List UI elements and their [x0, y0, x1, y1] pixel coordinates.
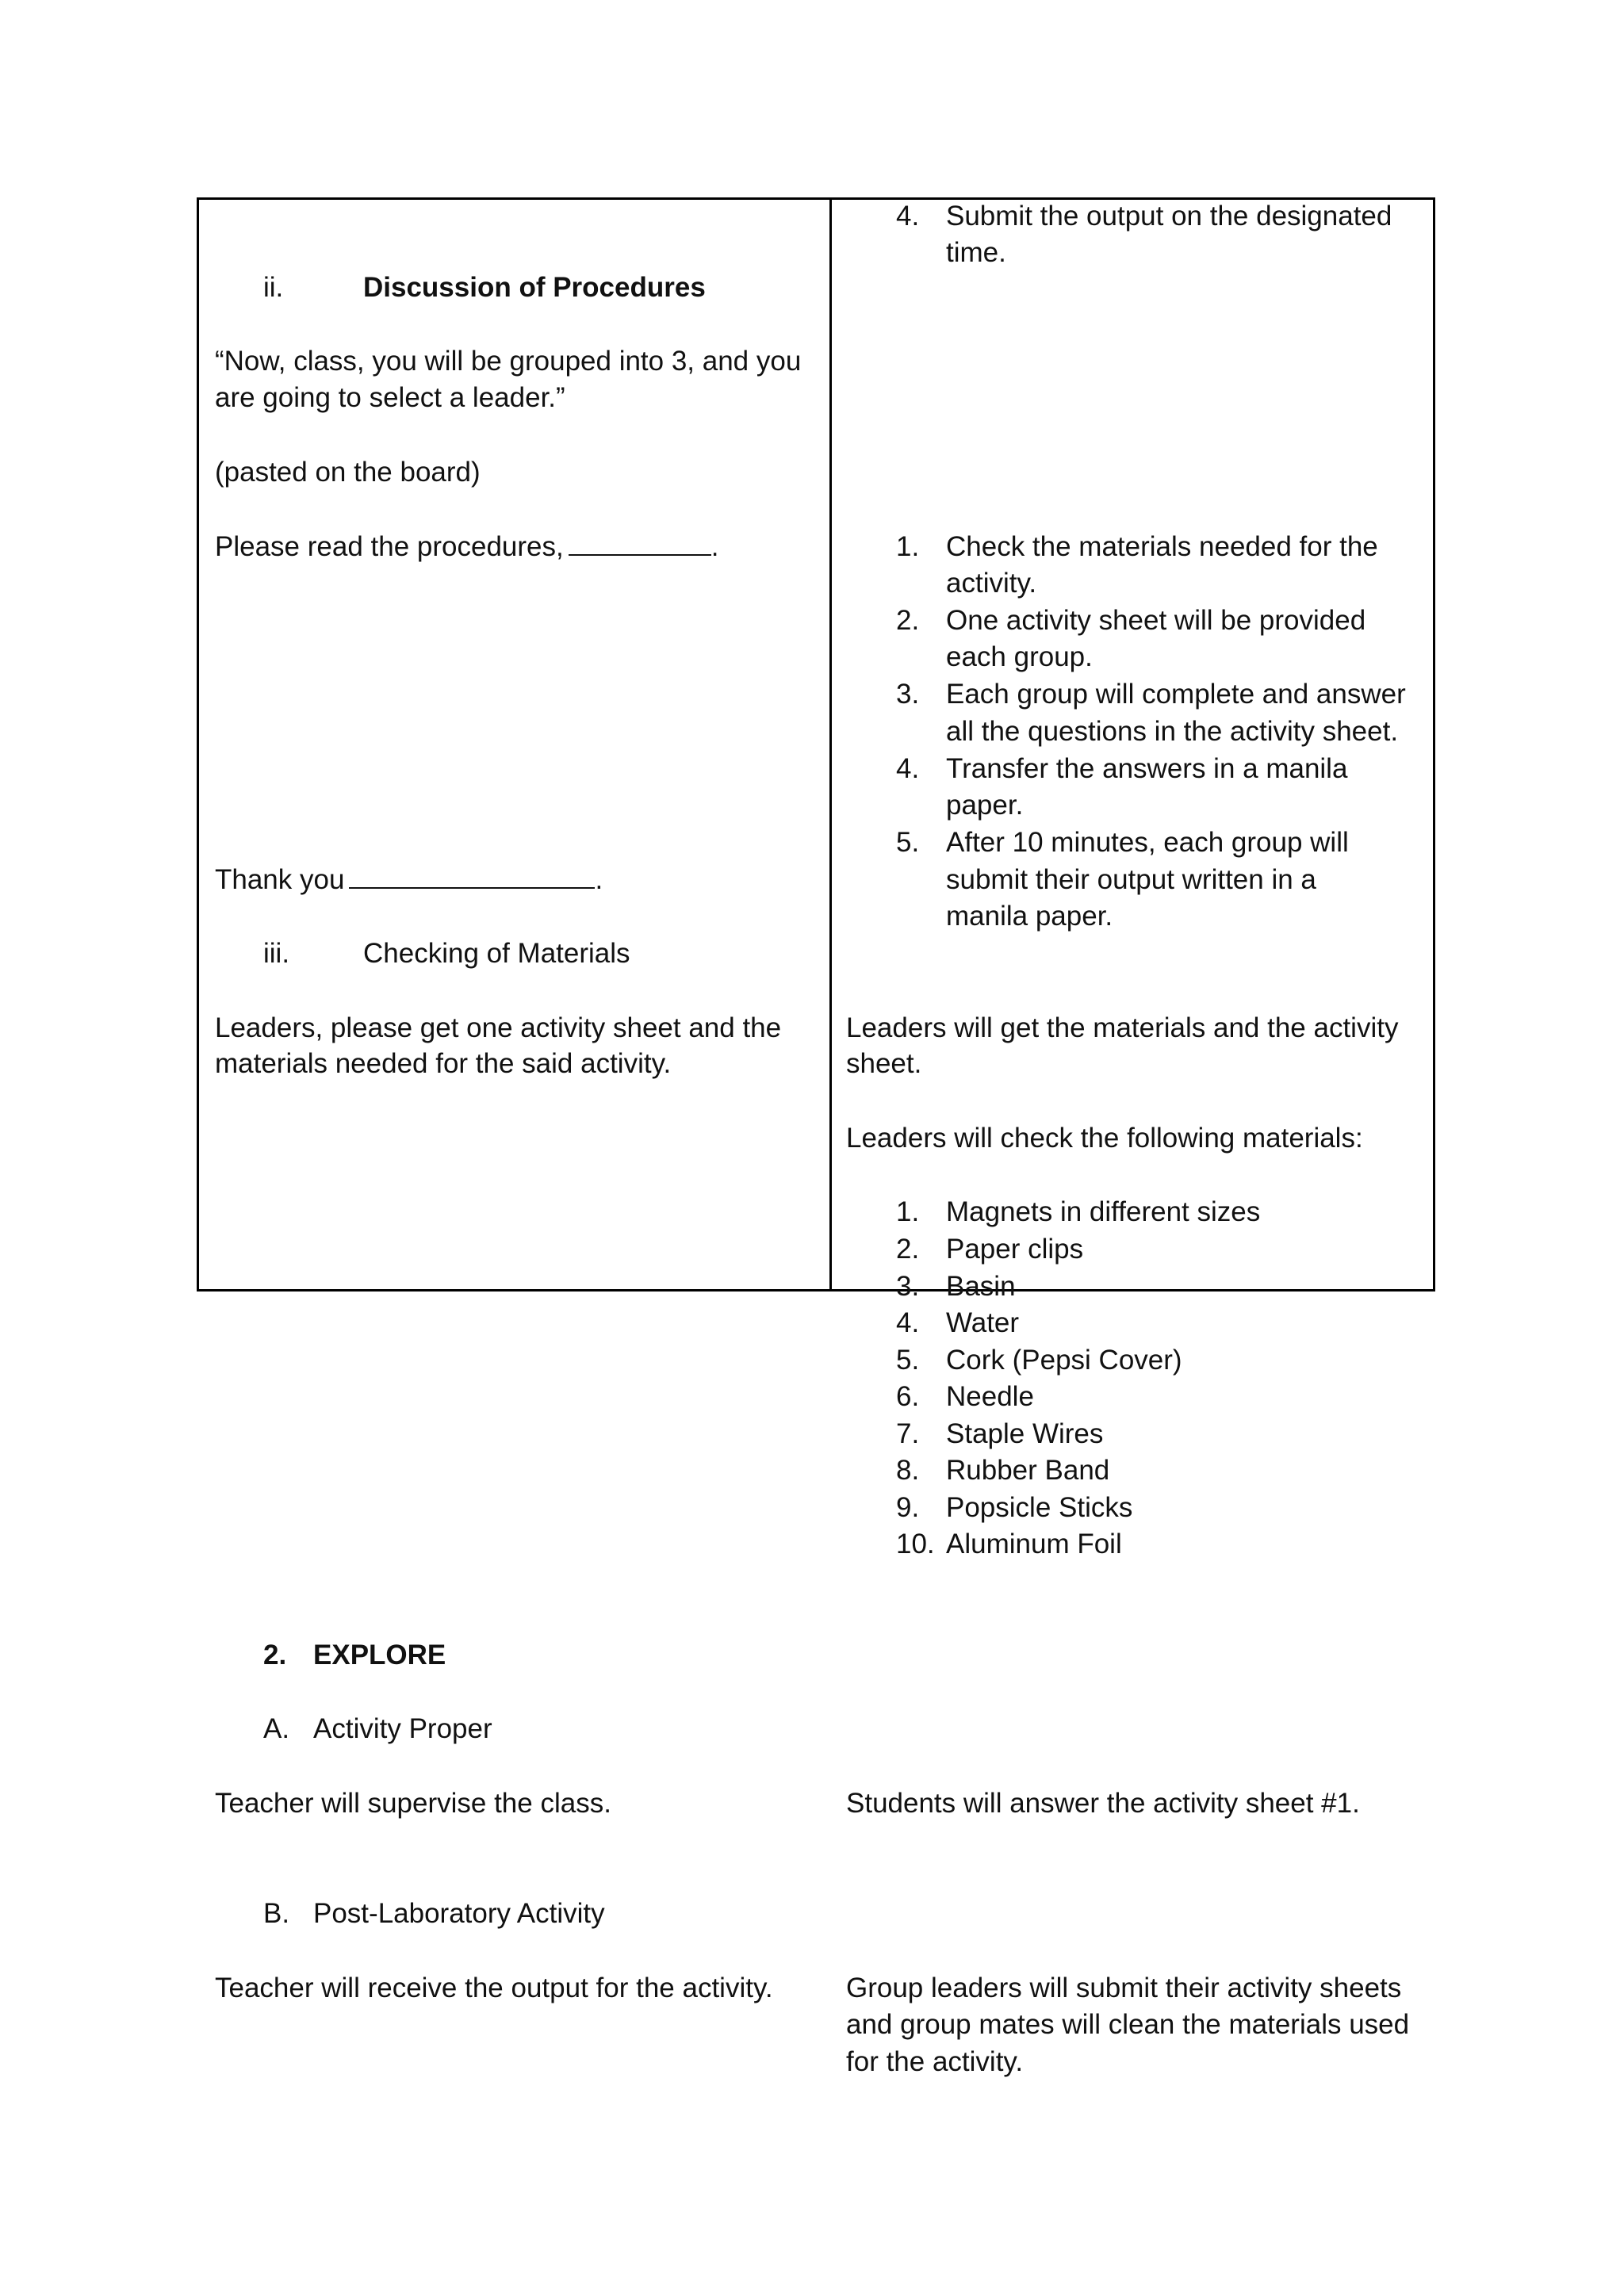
- procedure-number: 5.: [896, 827, 920, 858]
- top-item-number: 4.: [896, 201, 920, 232]
- top-item-line-2: time.: [946, 237, 1006, 268]
- name-blank: [349, 862, 595, 889]
- material-item: Water: [946, 1307, 1020, 1338]
- checking-heading: Checking of Materials: [363, 938, 630, 969]
- checking-numeral: iii.: [263, 938, 290, 969]
- activity-letter: A.: [263, 1713, 290, 1744]
- leaders-check: Leaders will check the following materials:: [846, 1123, 1363, 1154]
- procedure-number: 3.: [896, 679, 920, 710]
- read-prompt-text: Please read the procedures,: [215, 531, 564, 562]
- material-item: Staple Wires: [946, 1418, 1104, 1449]
- thank-you-text: Thank you: [215, 864, 345, 895]
- pasted-note: (pasted on the board): [215, 457, 481, 488]
- procedure-line: paper.: [946, 790, 1024, 821]
- post-letter: B.: [263, 1898, 290, 1929]
- procedure-line: After 10 minutes, each group will: [946, 827, 1349, 858]
- procedure-line: Check the materials needed for the: [946, 531, 1378, 562]
- procedure-line: Transfer the answers in a manila: [946, 753, 1348, 784]
- name-blank: [569, 529, 711, 556]
- leaders-get-line-1: Leaders will get the materials and the activity: [846, 1012, 1399, 1043]
- students-answer: Students will answer the activity sheet #1.: [846, 1788, 1360, 1819]
- material-number: 3.: [896, 1271, 920, 1302]
- material-number: 4.: [896, 1307, 920, 1338]
- read-prompt: Please read the procedures, .: [215, 529, 718, 565]
- activity-heading: Activity Proper: [313, 1713, 492, 1744]
- group-leaders-line-3: for the activity.: [846, 2046, 1024, 2077]
- leaders-get-line-2: sheet.: [846, 1048, 922, 1079]
- procedure-line: manila paper.: [946, 901, 1113, 932]
- leaders-line-2: materials needed for the said activity.: [215, 1048, 672, 1079]
- procedure-line: activity.: [946, 568, 1037, 599]
- material-item: Paper clips: [946, 1234, 1084, 1265]
- procedure-number: 2.: [896, 605, 920, 636]
- group-leaders-line-2: and group mates will clean the materials used: [846, 2009, 1410, 2040]
- material-item: Cork (Pepsi Cover): [946, 1345, 1182, 1376]
- discussion-heading: Discussion of Procedures: [363, 272, 706, 303]
- thank-you: Thank you .: [215, 862, 603, 898]
- material-item: Magnets in different sizes: [946, 1196, 1261, 1227]
- column-divider: [829, 197, 832, 1292]
- material-number: 1.: [896, 1196, 920, 1227]
- procedure-line: all the questions in the activity sheet.: [946, 716, 1399, 747]
- procedure-line: One activity sheet will be provided: [946, 605, 1366, 636]
- material-number: 6.: [896, 1381, 920, 1412]
- group-leaders-line-1: Group leaders will submit their activity sheets: [846, 1973, 1402, 2003]
- discussion-numeral: ii.: [263, 272, 284, 303]
- material-number: 10.: [896, 1529, 935, 1559]
- material-item: Rubber Band: [946, 1455, 1110, 1486]
- material-number: 7.: [896, 1418, 920, 1449]
- material-item: Popsicle Sticks: [946, 1492, 1133, 1523]
- leaders-line-1: Leaders, please get one activity sheet and the: [215, 1012, 782, 1043]
- post-heading: Post-Laboratory Activity: [313, 1898, 605, 1929]
- procedure-number: 1.: [896, 531, 920, 562]
- material-number: 9.: [896, 1492, 920, 1523]
- material-item: Needle: [946, 1381, 1034, 1412]
- material-item: Basin: [946, 1271, 1016, 1302]
- procedure-line: each group.: [946, 641, 1093, 672]
- top-item-line-1: Submit the output on the designated: [946, 201, 1392, 232]
- material-item: Aluminum Foil: [946, 1529, 1122, 1559]
- material-number: 2.: [896, 1234, 920, 1265]
- procedure-line: Each group will complete and answer: [946, 679, 1406, 710]
- quote-line-1: “Now, class, you will be grouped into 3, and you: [215, 346, 802, 377]
- receive-text: Teacher will receive the output for the activity.: [215, 1973, 773, 2003]
- quote-line-2: are going to select a leader.”: [215, 382, 565, 413]
- supervise-text: Teacher will supervise the class.: [215, 1788, 611, 1819]
- procedure-line: submit their output written in a: [946, 864, 1316, 895]
- material-number: 8.: [896, 1455, 920, 1486]
- explore-heading: EXPLORE: [313, 1640, 446, 1670]
- material-number: 5.: [896, 1345, 920, 1376]
- explore-number: 2.: [263, 1640, 287, 1670]
- procedure-number: 4.: [896, 753, 920, 784]
